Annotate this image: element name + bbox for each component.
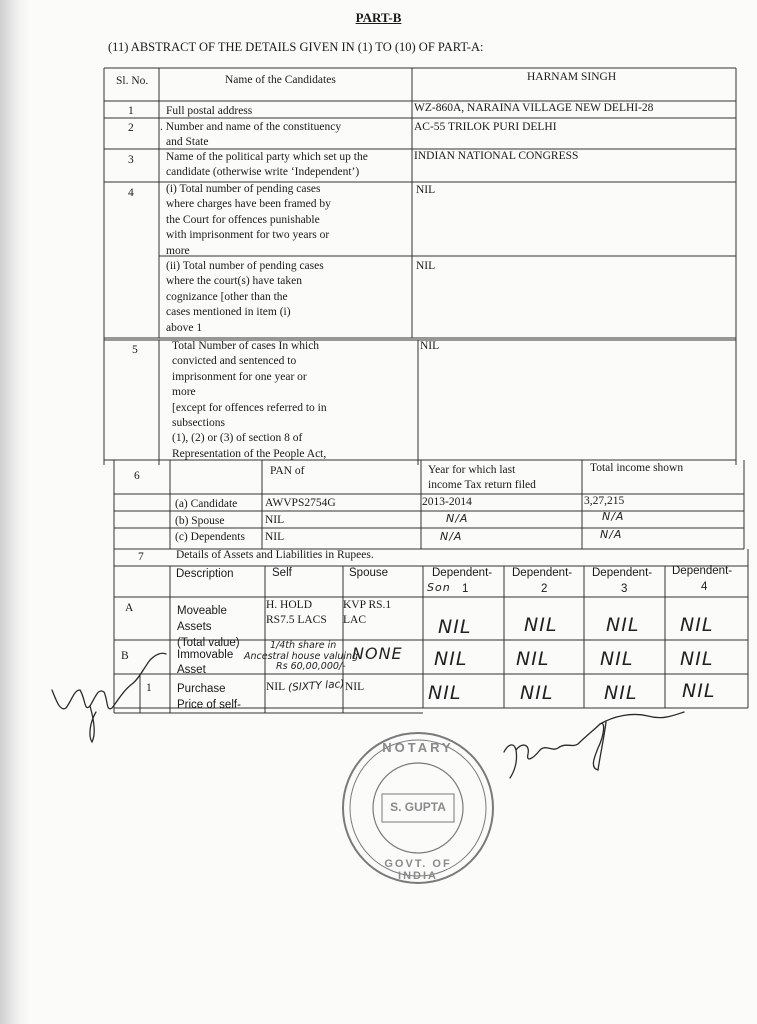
dependent-3-number: 3 [621,583,628,595]
row-code: A [125,602,134,614]
immovable-spouse: NONE [352,644,403,663]
row-number: 7 [138,551,144,563]
section-heading: (11) ABSTRACT OF THE DETAILS GIVEN IN (1) TO (10) OF PART-A: [108,40,484,54]
immovable-dep3: NIL [600,648,634,670]
page-title: PART-B [355,10,402,25]
dependents-label: (c) Dependents [175,531,245,543]
purchase-dep3: NIL [604,682,638,704]
row-label: Name of the political party which set up the [166,151,368,163]
purchase-self-handwritten: (SIXTY lac) [287,678,345,694]
row-number: 3 [128,154,134,166]
total-income-header: Total income shown [590,462,684,474]
immovable-dep1: NIL [434,648,468,670]
immovable-dep4: NIL [680,648,714,670]
year-header: Year for which last [428,464,516,476]
dependent-1-number: 1 [462,583,469,595]
year-header: income Tax return filed [428,479,536,491]
row-label-4ii: (ii) Total number of pending cases where the court(s) have taken cognizance [other than the cases mentioned in item (i) above 1 [166,260,324,334]
row-number: 1 [146,682,152,694]
purchase-self: NIL [266,681,286,693]
moveable-self: H. HOLD RS7.5 LACS [266,599,327,626]
notary-stamp-name: S. GUPTA [390,800,446,814]
candidates-name-header: Name of the Candidates [225,74,336,86]
dependents-pan: NIL [265,531,285,543]
row-number: 5 [132,344,138,356]
row-value: INDIAN NATIONAL CONGRESS [414,150,579,162]
candidate-label: (a) Candidate [175,498,238,510]
row-value: NIL [416,184,436,196]
assets-title: Details of Assets and Liabilities in Rupees. [176,549,374,561]
candidate-year: 2013-2014 [422,496,472,508]
spouse-pan: NIL [265,514,285,526]
pan-header: PAN of [270,465,305,477]
row-label: Full postal address [166,105,253,117]
spouse-header: Spouse [349,567,389,579]
row-label-4i: (i) Total number of pending cases where charges have been framed by the Court for offences punishable with imprisonment for two years or more [166,183,331,257]
spouse-income: N/A [602,510,625,523]
row-number: 2 [128,122,134,134]
dependents-year: N/A [440,530,463,543]
row-code: B [121,650,129,662]
self-header: Self [272,567,292,579]
dependent-3-header: Dependent- [592,567,653,579]
dependent-4-header: Dependent- [672,565,733,577]
candidate-name: HARNAM SINGH [527,71,617,83]
dependent-1-header: Dependent- [432,567,493,579]
row-number: 6 [134,470,140,482]
row-number: 4 [128,187,134,199]
row-number: 1 [128,105,134,117]
moveable-dep3: NIL [606,614,640,636]
candidate-income: 3,27,215 [584,495,625,507]
dependent-2-header: Dependent- [512,567,573,579]
purchase-dep4: NIL [682,680,716,702]
moveable-spouse: KVP RS.1 LAC [343,599,392,626]
purchase-spouse: NIL [345,681,365,693]
purchase-price-label: Purchase Price of self- [177,683,241,711]
spouse-year: N/A [446,512,469,525]
moveable-dep4: NIL [680,614,714,636]
dependent-1-note: Son [427,581,451,594]
description-header: Description [176,568,234,580]
row-value: NIL [420,340,440,352]
row-value: NIL [416,260,436,272]
spouse-label: (b) Spouse [175,515,225,527]
candidate-pan: AWVPS2754G [265,497,336,509]
moveable-assets-label: Moveable Assets (Total value) [177,605,240,649]
row-value: WZ-860A, NARAINA VILLAGE NEW DELHI-28 [414,102,654,114]
sl-no-header: Sl. No. [116,75,149,87]
dependent-2-number: 2 [541,583,548,595]
row-value: AC-55 TRILOK PURI DELHI [414,121,557,133]
dependent-4-number: 4 [701,581,708,593]
row-label: . Number and name of the constituency [160,121,342,133]
row-label: candidate (otherwise write ‘Independent’) [166,166,360,178]
dependents-income: N/A [600,528,623,541]
row-label-5: Total Number of cases In which convicted and sentenced to imprisonment for one year or more [except for offences referred to in subsections (1), (2) or (3) of section 8 of Representation of the People Act, [172,340,327,460]
purchase-dep1: NIL [428,682,462,704]
notary-stamp-bottom: GOVT. OF INDIA [384,858,452,882]
moveable-dep2: NIL [524,614,558,636]
immovable-self-handwritten: 1/4th share in Ancestral house valuing Rs 60,00,000/- [244,640,359,672]
notary-stamp-top: NOTARY [382,740,454,755]
immovable-dep2: NIL [516,648,550,670]
purchase-dep2: NIL [520,682,554,704]
immovable-asset-label: Immovable Asset [177,649,234,676]
moveable-dep1: NIL [438,616,472,638]
row-label: and State [166,136,209,148]
